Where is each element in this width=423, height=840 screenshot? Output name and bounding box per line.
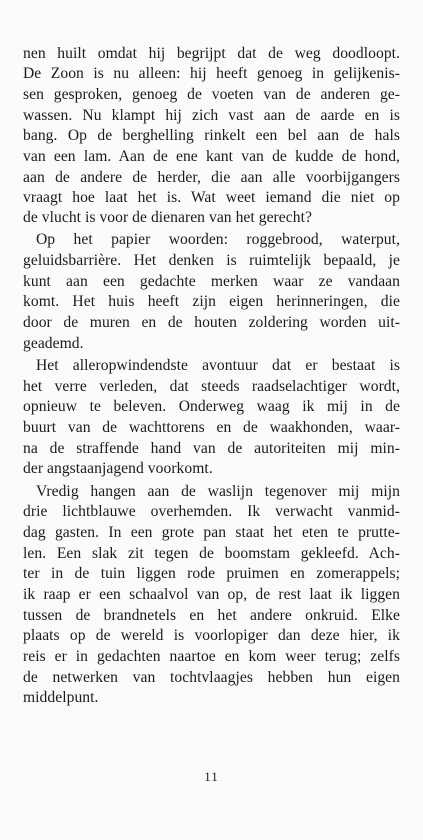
text-line: Vredig hangen aan de waslijn tegenover mij mijn [36,483,400,500]
text-line: reis er in gedachten naartoe en kom weer terug; zelfs [23,648,400,665]
text-line: Op het papier woorden: roggebrood, waterput, [36,231,400,248]
text-line: de vlucht is voor de dienaren van het gerecht? [23,209,312,226]
text-line: komt. Het huis heeft zijn eigen herinneringen, die [23,293,400,310]
text-line: aan de andere de herder, die aan alle voorbijgangers [23,169,400,186]
page-number: 11 [204,769,219,784]
text-line: het verre verleden, dat steeds raadselachtiger wordt, [23,378,400,395]
text-line: van een lam. Aan de ene kant van de kudde de hond, [23,148,400,165]
text-line: wassen. Nu klampt hij zich vast aan de aarde en is [23,107,400,124]
text-line: len. Een slak zit tegen de boomstam gekleefd. Ach- [23,545,400,562]
text-line: ter in de tuin liggen rode pruimen en zomerappels; [23,565,400,582]
text-line: middelpunt. [23,689,99,706]
text-line: ik raap er een schaalvol van op, de rest laat ik liggen [23,586,400,603]
text-line: na de straffende hand van de autoriteiten mij min- [23,440,400,457]
text-line: plaats op de wereld is voorlopiger dan deze hier, ik [23,627,400,644]
text-line: geluidsbarrière. Het denken is ruimtelijk bepaald, je [23,252,400,269]
text-line: door de muren en de houten zoldering worden uit- [23,314,400,331]
text-line: kunt aan een gedachte merken waar ze vandaan [23,273,400,290]
text-line: de netwerken van tochtvlaagjes hebben hun eigen [23,669,400,686]
text-line: De Zoon is nu alleen: hij heeft genoeg in gelijkenis- [23,65,400,82]
text-line: drie lichtblauwe overhemden. Ik verwacht vanmid- [23,503,400,520]
text-line: dag gasten. In een grote pan staat het eten te prutte- [23,524,400,541]
text-line: bang. Op de berghelling rinkelt een bel aan de hals [23,127,400,144]
text-line: buurt van de wachttorens en de waakhonden, waar- [23,419,400,436]
text-line: sen gesproken, genoeg de voeten van de anderen ge- [23,86,400,103]
text-line: vraagt hoe laat het is. Wat weet iemand die niet op [23,189,400,206]
text-line: opnieuw te beleven. Onderweg waag ik mij in de [23,398,400,415]
text-line: geademd. [23,335,84,352]
text-line: tussen de brandnetels en het andere onkruid. Elke [23,607,400,624]
text-line: nen huilt omdat hij begrijpt dat de weg doodloopt. [23,45,400,62]
text-line: Het alleropwindendste avontuur dat er bestaat is [36,357,400,374]
text-line: der angstaanjagend voorkomt. [23,460,213,477]
